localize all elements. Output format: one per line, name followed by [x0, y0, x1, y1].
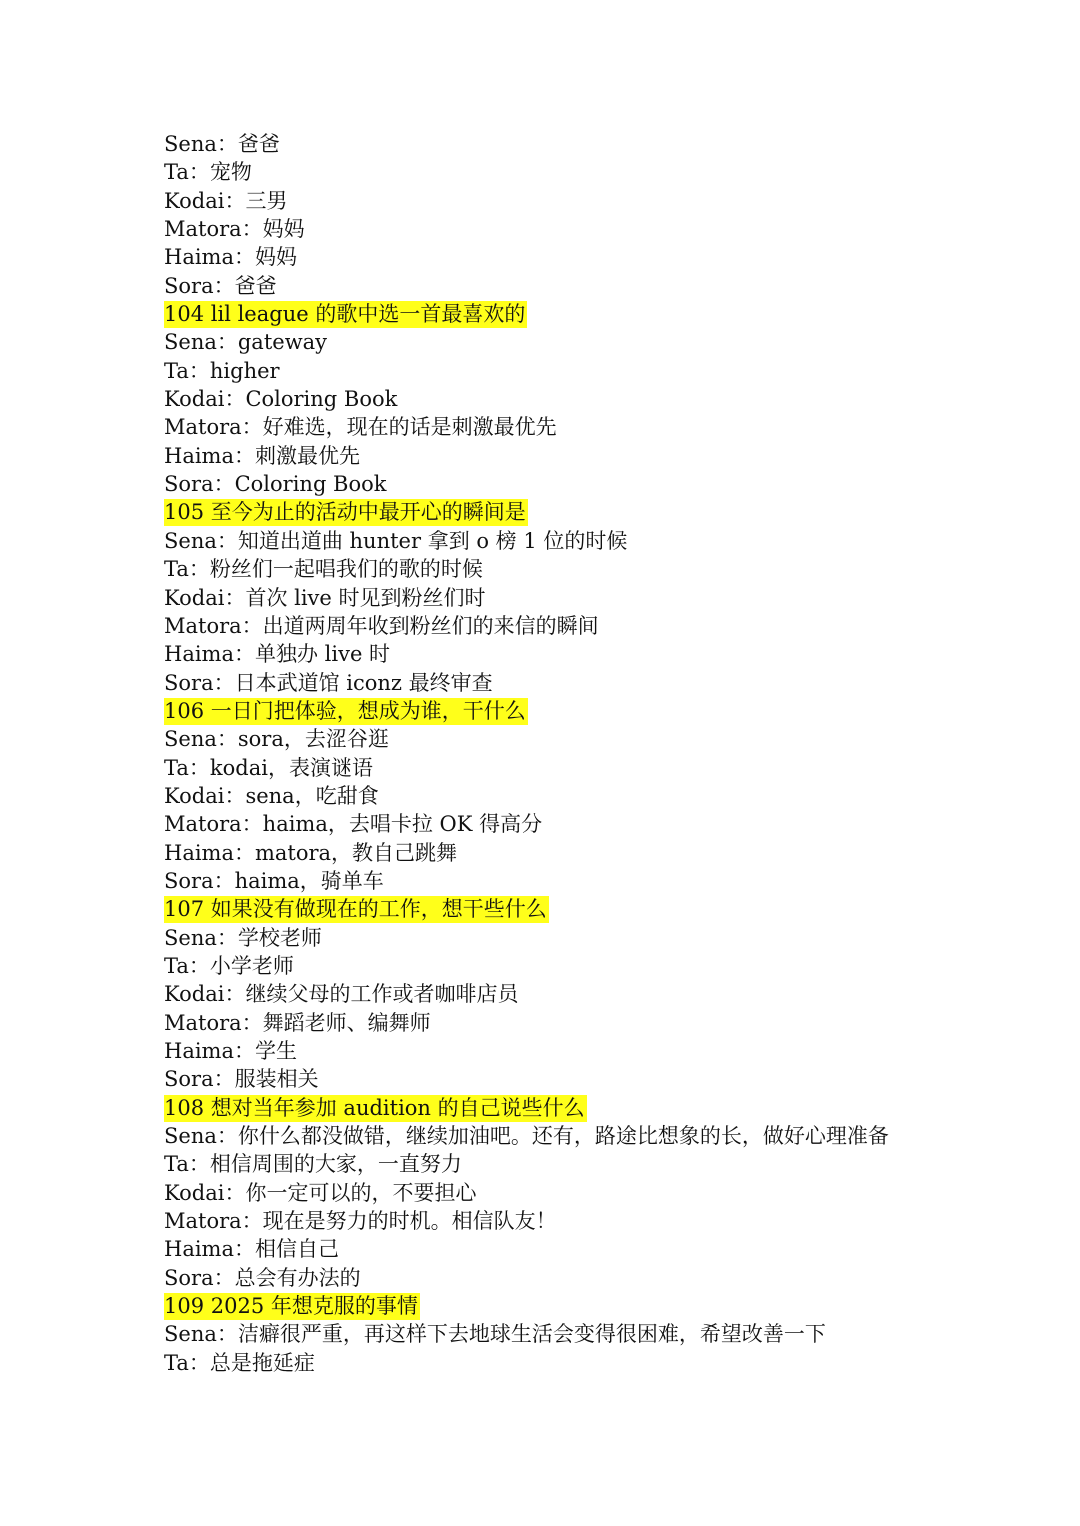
highlighted-question-text: 104 lil league 的歌中选一首最喜欢的 [164, 302, 526, 327]
answer-line: Haima：妈妈 [164, 245, 297, 270]
answer-line: Haima：相信自己 [164, 1237, 339, 1262]
answer-line: Sena：sora，去涩谷逛 [164, 727, 389, 752]
answer-line: Ta：相信周围的大家，一直努力 [164, 1152, 462, 1177]
answer-line: Kodai：sena，吃甜食 [164, 783, 379, 808]
question-heading [164, 1094, 1044, 1122]
question-heading [164, 498, 1044, 526]
answer-line: Sora：Coloring Book [164, 472, 387, 497]
question-heading [164, 895, 1044, 923]
answer-line: Ta：粉丝们一起唱我们的歌的时候 [164, 557, 483, 582]
answer-line: Matora：好难选，现在的话是刺激最优先 [164, 415, 557, 440]
highlighted-question-text: 108 想对当年参加 audition 的自己说些什么 [164, 1095, 585, 1120]
highlighted-question-text: 105 至今为止的活动中最开心的瞬间是 [164, 500, 526, 525]
answer-line: Matora：现在是努力的时机。相信队友！ [164, 1209, 557, 1234]
answer-line: Sora：日本武道馆 iconz 最终审查 [164, 670, 493, 695]
answer-line: Matora：出道两周年收到粉丝们的来信的瞬间 [164, 613, 599, 638]
answer-line: Sena：你什么都没做错，继续加油吧。还有，路途比想象的长，做好心理准备 [164, 1124, 889, 1149]
highlighted-question-text: 106 一日门把体验，想成为谁，干什么 [164, 698, 526, 723]
highlighted-question-text: 109 2025 年想克服的事情 [164, 1294, 418, 1319]
answer-line: Haima：刺激最优先 [164, 443, 360, 468]
answer-line: Haima：学生 [164, 1039, 297, 1063]
answer-line: Kodai：继续父母的工作或者咖啡店员 [164, 982, 519, 1007]
answer-line: Sora：haima，骑单车 [164, 868, 384, 893]
answer-line: Sena：爸爸 [164, 132, 280, 156]
answer-line: Ta：宠物 [164, 160, 252, 185]
answer-line: Kodai：首次 live 时见到粉丝们时 [164, 585, 486, 610]
answer-line: Ta：小学老师 [164, 953, 294, 978]
answer-line: Ta：总是拖延症 [164, 1350, 315, 1375]
answer-line: Ta：kodai，表演谜语 [164, 755, 373, 780]
answer-line: Sena：学校老师 [164, 925, 322, 950]
answer-line: Haima：matora，教自己跳舞 [164, 840, 458, 865]
answer-line: Matora：haima，去唱卡拉 OK 得高分 [164, 812, 543, 837]
answer-line: Sena：洁癖很严重，再这样下去地球生活会变得很困难，希望改善一下 [164, 1322, 826, 1347]
answer-line: Haima：单独办 live 时 [164, 642, 391, 667]
answer-line: Sora：服装相关 [164, 1067, 319, 1092]
answer-line: Matora：舞蹈老师、编舞师 [164, 1010, 431, 1035]
answer-line: Kodai：你一定可以的，不要担心 [164, 1180, 477, 1205]
answer-line: Sena：gateway [164, 330, 328, 355]
answer-line: Matora：妈妈 [164, 217, 305, 242]
answer-line: Sora：爸爸 [164, 273, 277, 298]
answer-line: Kodai：Coloring Book [164, 387, 398, 412]
answer-line: Sora：总会有办法的 [164, 1265, 361, 1290]
document-body [164, 130, 1044, 1377]
question-heading [164, 1292, 1044, 1320]
question-heading [164, 697, 1044, 725]
highlighted-question-text: 107 如果没有做现在的工作，想干些什么 [164, 897, 547, 922]
answer-line: Kodai：三男 [164, 188, 288, 213]
answer-line: Sena：知道出道曲 hunter 拿到 o 榜 1 位的时候 [164, 528, 628, 553]
answer-line: Ta：higher [164, 358, 280, 383]
question-heading [164, 300, 1044, 328]
